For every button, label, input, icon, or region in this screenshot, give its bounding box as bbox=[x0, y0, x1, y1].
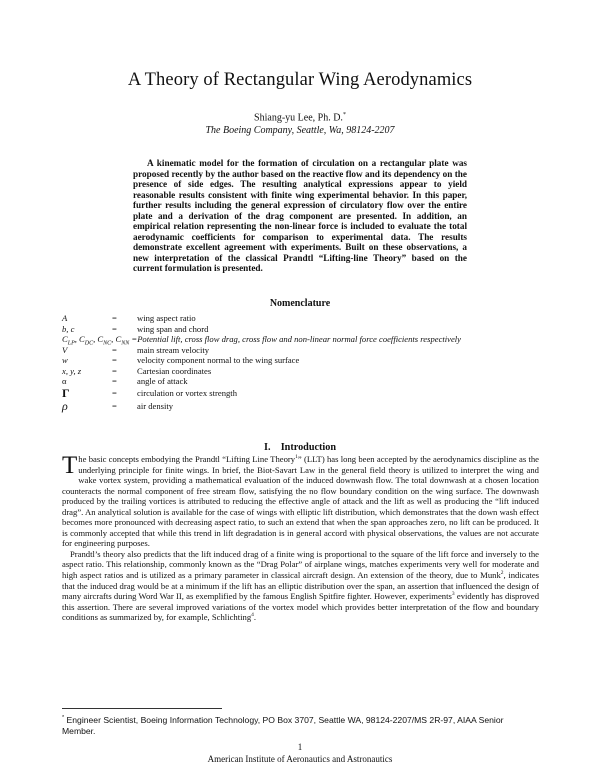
footnote-mark: * bbox=[62, 715, 65, 721]
nomenclature-row bbox=[62, 387, 582, 400]
nomenclature-symbol: α bbox=[62, 376, 67, 386]
nomenclature-description: air density bbox=[137, 400, 174, 411]
nomenclature-symbol: x, y, z bbox=[62, 365, 82, 376]
nomenclature-symbol: Γ bbox=[62, 385, 70, 400]
nomenclature-row bbox=[62, 366, 582, 377]
nomenclature-symbol: ρ bbox=[62, 398, 68, 413]
paragraph: Prandtl’s theory also predicts that the lift induced drag of a finite wing is proportional to the square of the lift force and inversely to the aspect ratio. This relationship, commonly known as the “Drag Polar” of airplane wings, matches experiments very well for moderate and high aspect ratios and is utilized as a primary parameter in classical aircraft design. An extension of the theory, due to Munk$^2$, indicates that the induced drag would be at a minimum if the lift has an elliptic distribution over the span, an assertion that influenced the design of many aircrafts during Word War II, as exemplified by the famous English Spitfire fighter. However, experiments$^3$ evidently has disproved this assertion. There are several improved variations of the vortex model which provides better interpretation of the flow and boundary conditions as summarized by, for example, Schlichting$^4$. bbox=[62, 548, 540, 623]
nomenclature-row bbox=[62, 376, 582, 387]
nomenclature-row bbox=[62, 400, 582, 413]
nomenclature-row bbox=[62, 345, 582, 356]
reference-mark: 1 bbox=[295, 454, 298, 461]
nomenclature-equals: = bbox=[112, 387, 117, 398]
paragraph: The basic concepts embodying the Prandtl “Lifting Line Theory$^1$” (LLT) has long been accepted by the aerodynamics discipline as the underlying principle for finite wings. In brief, the Biot-Savart Law in the general field theory is utilized to interpret the wing and wake vortex system, providing a mathematical evaluation of the induced downwash flow. The total downwash at a chosen location counteracts the normal component of free stream flow, satisfying the no flow boundary condition on the wing surface. The downwash produced by the trailing vortices is attributed to reducing the effective angle of attack and the lift as well as producing the “lift induced drag”. An analytical solution is available for the case of wings with elliptic lift distribution, which demonstrates that the down wash effect becomes more pronounced with decreasing aspect ratio, to such an extend that when the span approaches zero, no lift can be produced. It is commonly accepted that while this trend in lift degradation is in general accord with physical observations, the values are not accurate for engineering purposes. bbox=[62, 452, 539, 549]
reference-mark: 3 bbox=[451, 591, 455, 598]
section-number: I. bbox=[264, 442, 271, 453]
author-name: Shiang-yu Lee, Ph. D. bbox=[254, 112, 343, 124]
nomenclature-equals: = bbox=[112, 400, 117, 411]
footer-organization: American Institute of Aeronautics and Astronautics bbox=[207, 754, 393, 764]
page-number: 1 bbox=[297, 742, 303, 752]
nomenclature-equals: = bbox=[112, 323, 117, 334]
nomenclature-heading: Nomenclature bbox=[269, 298, 331, 309]
nomenclature-coefficient-symbols: $C_{LP}$, $C_{DC}$, $C_{NC}$, $C_{NN}$ =Potential lift, cross flow drag, cross flow and non-linear normal force coefficients respectively bbox=[62, 334, 462, 347]
reference-mark: 4 bbox=[251, 612, 254, 619]
nomenclature-description: Potential lift, cross flow drag, cross flow and non-linear normal force coefficients respectively bbox=[137, 334, 462, 344]
nomenclature-description: velocity component normal to the wing surface bbox=[137, 355, 300, 365]
footnote-divider bbox=[62, 708, 222, 709]
abstract bbox=[133, 158, 467, 274]
nomenclature-list bbox=[62, 313, 582, 413]
nomenclature-equals: = bbox=[112, 355, 117, 365]
nomenclature-description: wing aspect ratio bbox=[137, 313, 196, 323]
footnote bbox=[62, 713, 537, 737]
nomenclature-symbol: w bbox=[62, 355, 68, 365]
section-title: Introduction bbox=[280, 442, 336, 453]
reference-mark: 2 bbox=[500, 570, 504, 577]
nomenclature-row bbox=[62, 334, 582, 345]
nomenclature-equals: = bbox=[112, 313, 117, 323]
nomenclature-symbol: A bbox=[62, 313, 68, 323]
nomenclature-row bbox=[62, 324, 582, 335]
author-line bbox=[0, 112, 600, 123]
introduction-body bbox=[62, 454, 539, 623]
author-affiliation: The Boeing Company, Seattle, Wa, 98124-2207 bbox=[205, 125, 395, 136]
nomenclature-description: main stream velocity bbox=[137, 344, 210, 355]
paper-title: A Theory of Rectangular Wing Aerodynamics bbox=[127, 70, 473, 90]
drop-cap: T bbox=[62, 452, 78, 479]
nomenclature-equals: = bbox=[112, 365, 117, 376]
nomenclature-equals: = bbox=[112, 376, 117, 386]
abstract-text: A kinematic model for the formation of circulation on a rectangular plate was proposed recently by the author based on the reactive flow and its dependency on the presence of side edges. The resulting analytical expressions appear to yield reasonable results consistent with finite wing experimental behavior. In this paper, further results including the general expression of circulatory flow over the entire plate and a derivation of the drag component are presented. In addition, an empirical relation representing the non-linear force is included to evaluate the total aerodynamic coefficients for comparison to experimental data. The results demonstrate excellent agreement with experiments. Built on these observations, a new interpretation of the classical Prandtl “Lifting-line Theory” based on the current formulation is presented. bbox=[133, 158, 467, 273]
nomenclature-description: Cartesian coordinates bbox=[137, 365, 212, 376]
footnote-text: Engineer Scientist, Boeing Information Technology, PO Box 3707, Seattle WA, 98124-2207/MS 2R-97, AIAA Senior Member. bbox=[62, 714, 504, 736]
nomenclature-row bbox=[62, 355, 582, 366]
nomenclature-symbol: b, c bbox=[62, 323, 75, 334]
nomenclature-equals: = bbox=[112, 344, 117, 355]
nomenclature-row bbox=[62, 313, 582, 324]
nomenclature-description: angle of attack bbox=[137, 376, 188, 386]
author-footnote-mark: * bbox=[342, 112, 346, 118]
nomenclature-description: circulation or vortex strength bbox=[137, 387, 237, 398]
nomenclature-description: wing span and chord bbox=[137, 323, 209, 334]
nomenclature-symbol: V bbox=[62, 344, 68, 355]
section-heading bbox=[0, 442, 600, 453]
